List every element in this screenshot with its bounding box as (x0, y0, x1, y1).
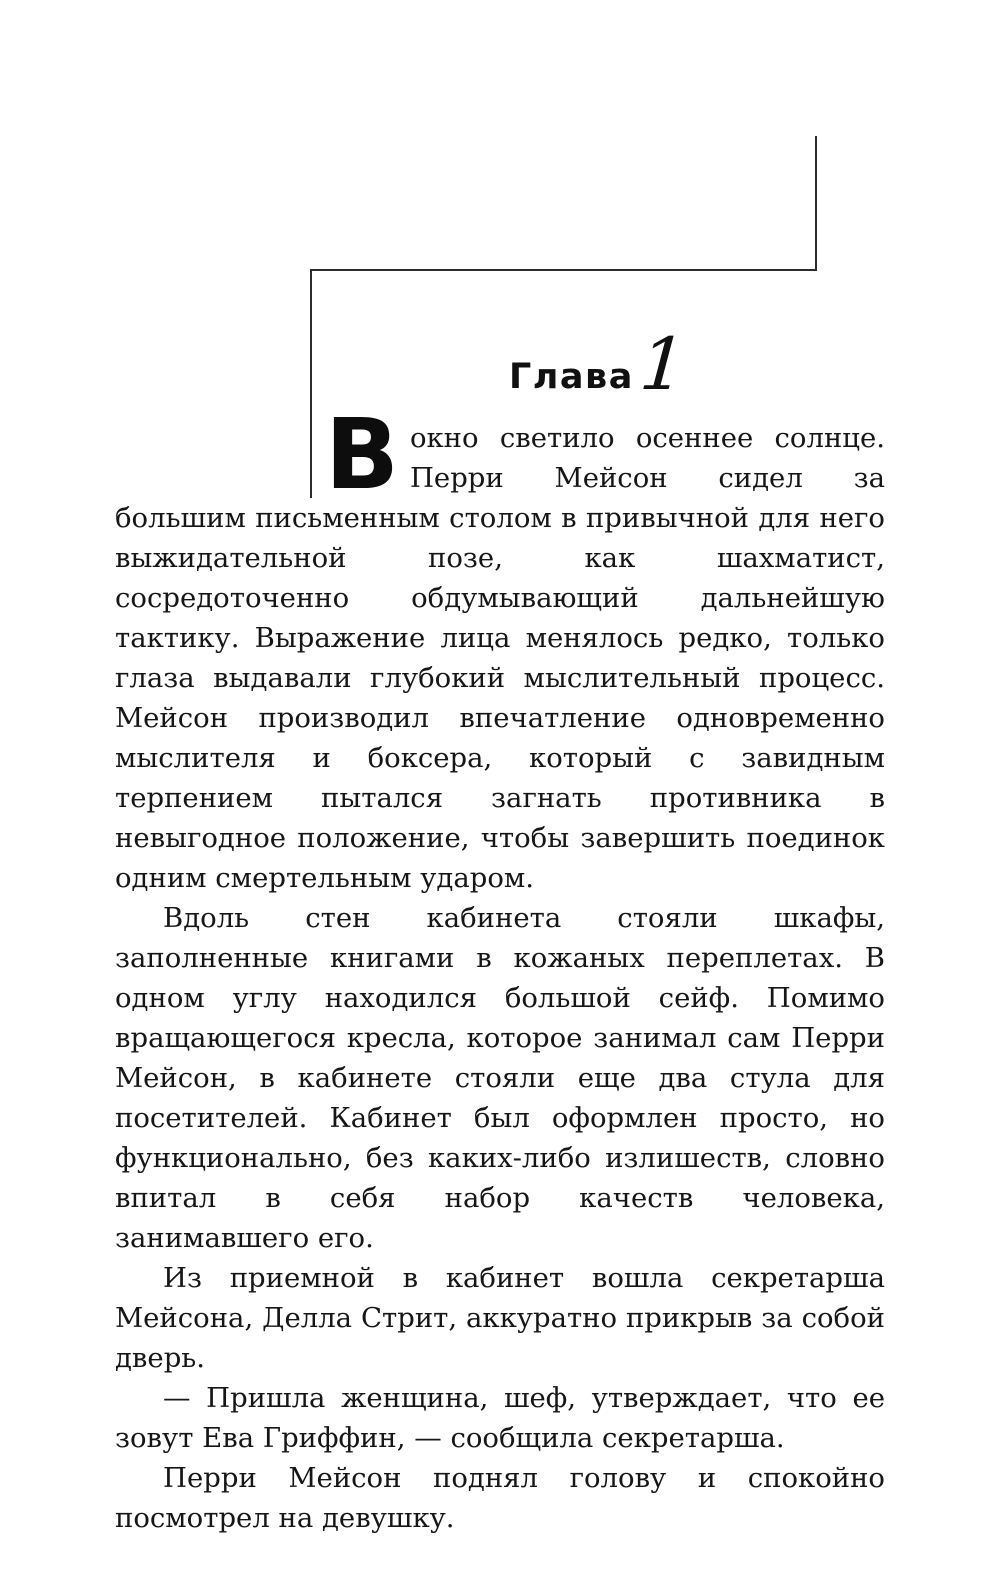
text-block (115, 398, 885, 1538)
paragraph: — Пришла женщина, шеф, утверждает, что ее зовут Ева Гриффин, — сообщила секретарша. (115, 1382, 885, 1454)
decorative-frame-horizontal-rule (310, 269, 817, 271)
chapter-label: Глава (509, 357, 634, 397)
paragraph: Перри Мейсон поднял голову и спокойно посмотрел на девушку. (115, 1462, 885, 1534)
paragraph-text: окно светило осеннее солнце. Перри Мейсон сидел за большим письменным столом в привычной для него выжидательной позе, как шахматист, сосредоточенно обдумывающий дальнейшую тактику. Выражение лица менялось редко, только глаза выдавали глубокий мыслительный процесс. Мейсон производил впечатление одновременно мыслителя и боксера, который с завидным терпением пытался загнать противника в невыгодное положение, чтобы завершить поединок одним смертельным ударом. (115, 422, 885, 894)
decorative-frame-right-rule (815, 136, 817, 270)
paragraph: Из приемной в кабинет вошла секретарша Мейсона, Делла Стрит, аккуратно прикрыв за собой дверь. (115, 1262, 885, 1374)
paragraph (115, 398, 885, 898)
paragraph: Вдоль стен кабинета стояли шкафы, заполненные книгами в кожаных переплетах. В одном углу находился большой сейф. Помимо вращающегося кресла, которое занимал сам Перри Мейсон, в кабинете стояли еще два стула для посетителей. Кабинет был оформлен просто, но функционально, без каких-либо излишеств, словно впитал в себя набор качеств человека, занимавшего его. (115, 902, 885, 1254)
drop-cap: В (325, 398, 399, 511)
chapter-number: 1 (637, 322, 689, 406)
